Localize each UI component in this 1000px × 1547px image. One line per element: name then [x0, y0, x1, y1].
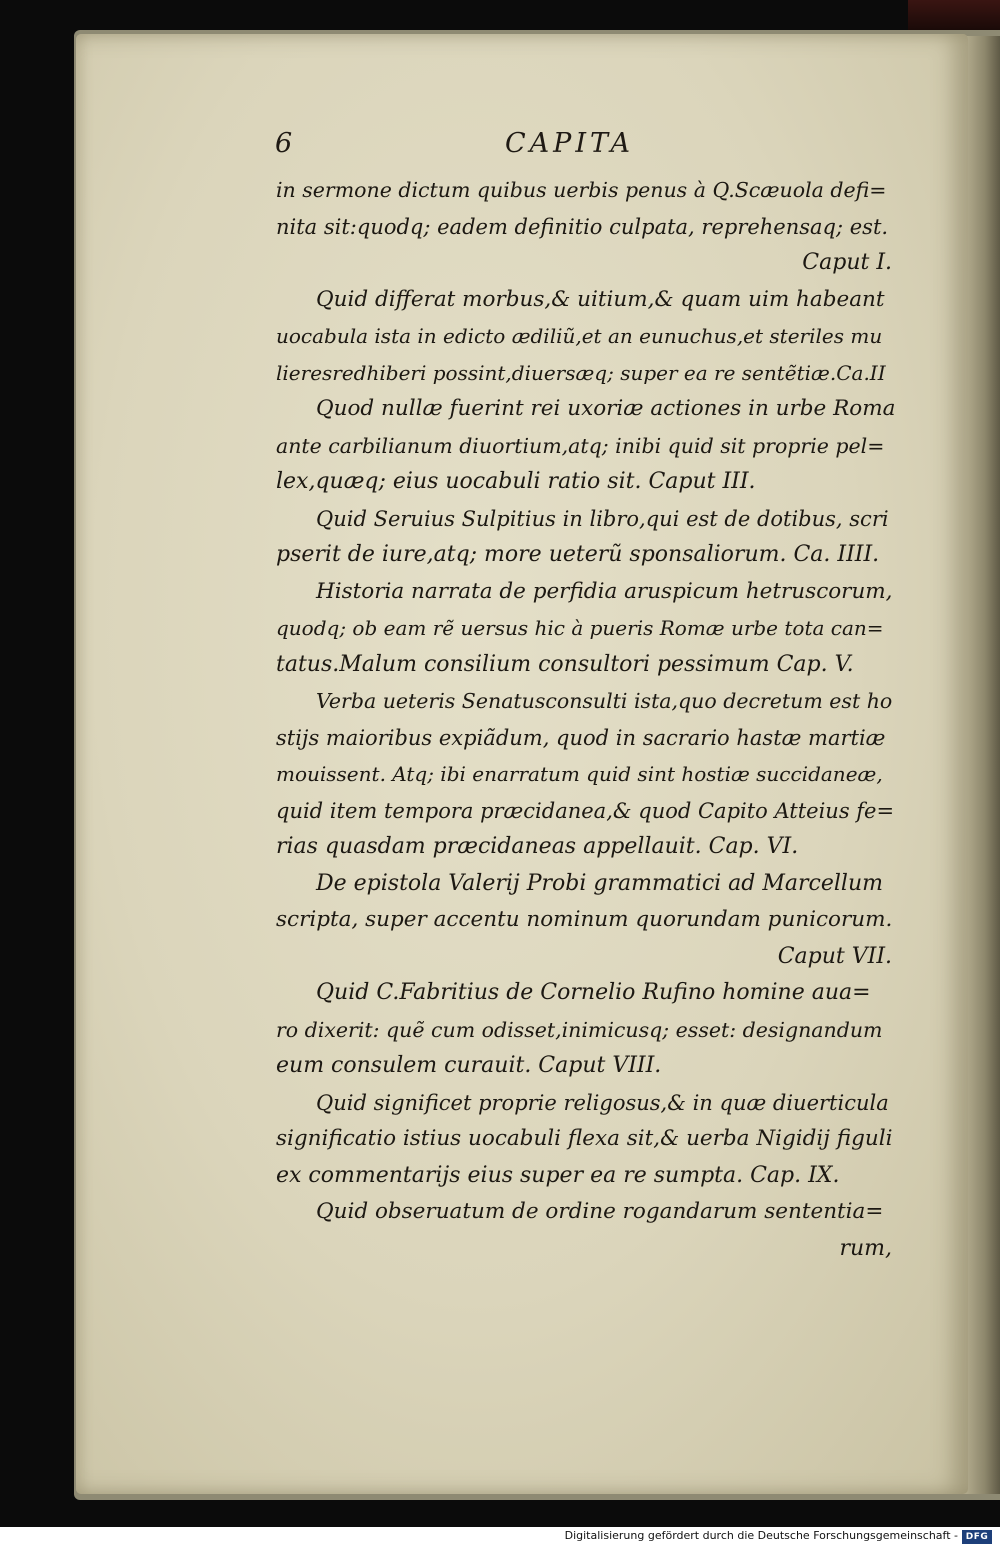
text-line: nita sit:quodq; eadem definitio culpata, reprehensaq; est. — [276, 214, 889, 239]
text-line: De epistola Valerij Probi grammatici ad Marcellum — [316, 870, 883, 896]
text-line: lex,quæq; eius uocabuli ratio sit. Caput III. — [276, 469, 756, 494]
text-line: rum, — [839, 1235, 892, 1261]
text-line: mouissent. Atq; ibi enarratum quid sint hostiæ succidaneæ, — [276, 762, 883, 786]
dfg-logo: DFG — [962, 1530, 992, 1544]
text-line: stijs maioribus expiãdum, quod in sacrario hastæ martiæ — [276, 725, 886, 750]
text-line: pserit de iure,atq; more ueterũ sponsaliorum. Ca. IIII. — [276, 542, 880, 567]
text-line: Verba ueteris Senatusconsulti ista,quo decretum est ho — [316, 689, 893, 713]
text-line: Quod nullæ fuerint rei uxoriæ actiones in urbe Roma — [316, 396, 896, 421]
text-line: in sermone dictum quibus uerbis penus à Q.Scæuola defi= — [276, 178, 887, 202]
text-line: Quid Seruius Sulpitius in libro,qui est de dotibus, scri — [316, 506, 889, 531]
text-line: quid item tempora præcidanea,& quod Capito Atteius fe= — [276, 798, 895, 823]
running-title: CAPITA — [505, 128, 635, 159]
text-line: Caput VII. — [777, 943, 892, 969]
text-line: quodq; ob eam rẽ uersus hic à pueris Romæ urbe tota can= — [276, 616, 884, 640]
text-line: Historia narrata de perfidia aruspicum hetruscorum, — [316, 578, 893, 604]
text-line: ex commentarijs eius super ea re sumpta. Cap. IX. — [276, 1162, 840, 1188]
running-head — [200, 128, 880, 168]
text-line: Quid obseruatum de ordine rogandarum sententia= — [316, 1199, 884, 1224]
text-line: scripta, super accentu nominum quorundam punicorum. — [276, 907, 893, 932]
text-line: tatus.Malum consilium consultori pessimum Cap. V. — [276, 651, 854, 677]
text-line: ante carbilianum diuortium,atq; inibi quid sit proprie pel= — [276, 433, 885, 458]
text-line: ro dixerit: quẽ cum odisset,inimicusq; esset: designandum — [276, 1017, 883, 1042]
text-line: uocabula ista in edicto ædiliũ,et an eunuchus,et steriles mu — [276, 324, 883, 348]
funding-credit: Digitalisierung gefördert durch die Deutsche Forschungsgemeinschaft - — [564, 1529, 958, 1542]
text-line: eum consulem curauit. Caput VIII. — [276, 1053, 662, 1078]
footer-bar — [0, 1527, 1000, 1547]
text-line: Quid C.Fabritius de Cornelio Rufino homine aua= — [316, 980, 871, 1005]
chapter-list — [276, 172, 896, 1267]
text-line: Quid differat morbus,& uitium,& quam uim habeant — [316, 286, 885, 312]
text-line: significatio istius uocabuli flexa sit,& uerba Nigidij figuli — [276, 1126, 893, 1151]
text-line: Quid significet proprie religosus,& in quæ diuerticula — [316, 1090, 889, 1115]
text-line: rias quasdam præcidaneas appellauit. Cap. VI. — [276, 834, 799, 859]
text-line: lieresredhiberi possint,diuersæq; super ea re sentẽtiæ.Ca.II — [276, 360, 886, 385]
text-line: Caput I. — [802, 250, 892, 275]
book-edge — [908, 0, 1000, 30]
page-number: 6 — [275, 128, 293, 159]
